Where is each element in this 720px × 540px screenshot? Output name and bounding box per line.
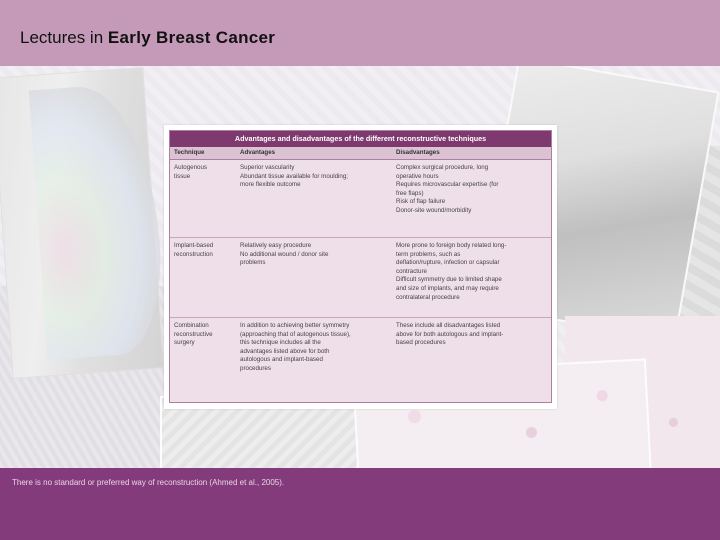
table-row <box>170 318 551 404</box>
table-row <box>170 238 551 318</box>
technique-cell: Autogenous tissue <box>174 164 208 180</box>
disadvantages-cell: More prone to foreign body related long- term problems, such as deflation/rupture, infection or capsular contracture Difficult symmetry due to limited shape and size of implants, and may require contralateral procedure <box>396 242 507 301</box>
table-row <box>170 160 551 238</box>
reconstruction-table-panel <box>164 125 557 409</box>
table-header-row <box>170 147 551 160</box>
reconstruction-table <box>169 130 552 403</box>
column-header-advantages: Advantages <box>240 149 276 156</box>
slide-header <box>0 0 720 66</box>
title-prefix: Lectures in <box>20 28 104 47</box>
disadvantages-cell: Complex surgical procedure, long operative hours Requires microvascular expertise (for free flaps) Risk of flap failure Donor-site wound/morbidity <box>396 164 499 214</box>
advantages-cell: Superior vascularity Abundant tissue available for moulding; more flexible outcome <box>240 164 349 189</box>
advantages-cell: In addition to achieving better symmetry (approaching that of autogenous tissue), this technique includes all the advantages listed above for both autologous and implant-based procedures <box>240 322 351 372</box>
column-header-disadvantages: Disadvantages <box>396 149 440 156</box>
slide-footer <box>0 468 720 540</box>
advantages-cell: Relatively easy procedure No additional wound / donor site problems <box>240 242 329 267</box>
technique-cell: Combination reconstructive surgery <box>174 322 213 347</box>
slide-title <box>20 28 275 48</box>
footer-caption: There is no standard or preferred way of reconstruction (Ahmed et al., 2005). <box>12 478 285 487</box>
title-main: Early Breast Cancer <box>107 28 276 47</box>
technique-cell: Implant-based reconstruction <box>174 242 214 258</box>
table-title: Advantages and disadvantages of the different reconstructive techniques <box>170 131 551 147</box>
disadvantages-cell: These include all disadvantages listed above for both autologous and implant- based procedures <box>396 322 504 347</box>
column-header-technique: Technique <box>174 149 205 156</box>
